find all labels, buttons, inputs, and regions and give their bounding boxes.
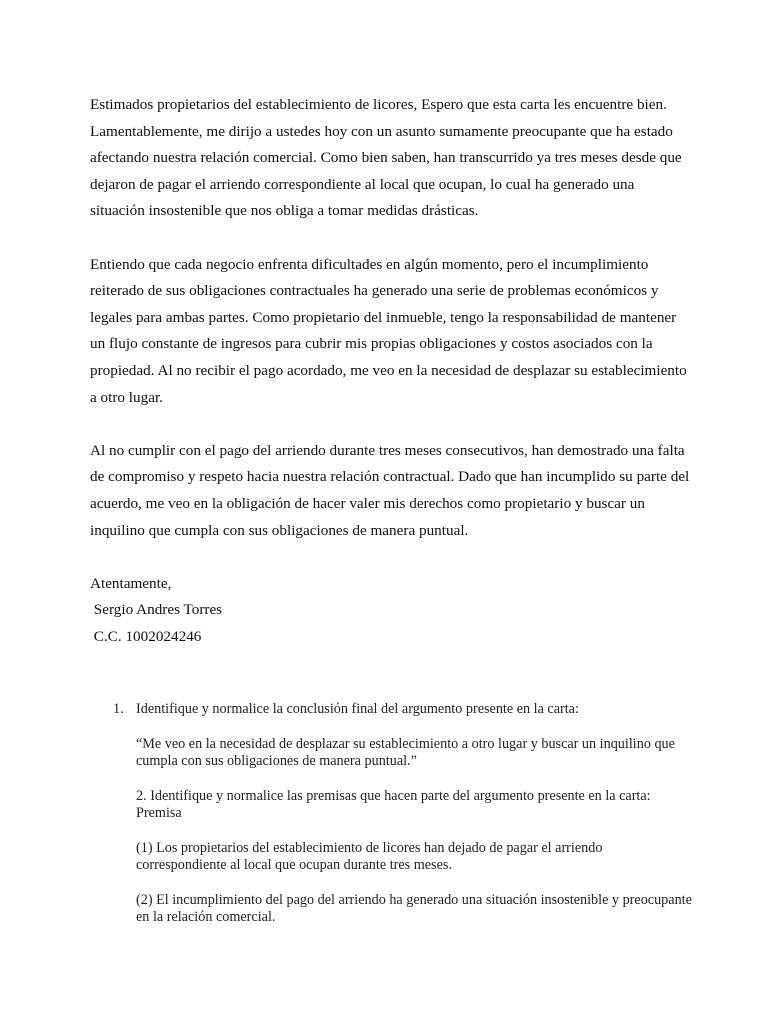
premise-1: (1) Los propietarios del establecimiento de licores han dejado de pagar el arriendo correspondiente al local que ocupan durante tres meses. bbox=[136, 840, 603, 873]
signer-id: C.C. 1002024246 bbox=[90, 627, 202, 645]
signer-name: Sergio Andres Torres bbox=[90, 601, 223, 619]
premise-2: (2) El incumplimiento del pago del arriendo ha generado una situación insostenible y preocupante en la relación comercial. bbox=[136, 892, 692, 925]
question-2-text: 2. Identifique y normalice las premisas que hacen parte del argumento presente en la carta: Premisa bbox=[136, 788, 651, 821]
question-1-answer: “Me veo en la necesidad de desplazar su establecimiento a otro lugar y buscar un inquilino que cumpla con sus obligaciones de manera puntual.” bbox=[136, 736, 675, 769]
letter-closing-block bbox=[90, 571, 690, 651]
closing-salutation: Atentamente, bbox=[90, 574, 172, 592]
question-1-number: 1. bbox=[113, 701, 124, 717]
question-1-answer-block bbox=[136, 736, 693, 926]
question-1 bbox=[113, 701, 693, 718]
letter-paragraph-2: Entiendo que cada negocio enfrenta dificultades en algún momento, pero el incumplimiento reiterado de sus obligaciones contractuales ha generado una serie de problemas económicos y legales para ambas partes. Como propietario del inmueble, tengo la responsabilidad de mantener un flujo constante de ingresos para cubrir mis propias obligaciones y costos asociados con la propiedad. Al no recibir el pago acordado, me veo en la necesidad de desplazar su establecimiento a otro lugar. bbox=[90, 255, 687, 406]
letter-paragraph-1: Estimados propietarios del establecimiento de licores, Espero que esta carta les encuentre bien. Lamentablemente, me dirijo a ustedes hoy con un asunto sumamente preocupante que ha estado afectando nuestra relación comercial. Como bien saben, han transcurrido ya tres meses desde que dejaron de pagar el arriendo correspondiente al local que ocupan, lo cual ha generado una situación insostenible que nos obliga a tomar medidas drásticas. bbox=[90, 96, 682, 220]
letter-body bbox=[90, 92, 690, 650]
question-1-text: Identifique y normalice la conclusión final del argumento presente en la carta: bbox=[136, 701, 579, 717]
letter-paragraph-3: Al no cumplir con el pago del arriendo durante tres meses consecutivos, han demostrado una falta de compromiso y respeto hacia nuestra relación contractual. Dado que han incumplido su parte del acuerdo, me veo en la obligación de hacer valer mis derechos como propietario y buscar un inquilino que cumpla con sus obligaciones de manera puntual. bbox=[90, 441, 690, 539]
questions-section bbox=[113, 701, 693, 926]
